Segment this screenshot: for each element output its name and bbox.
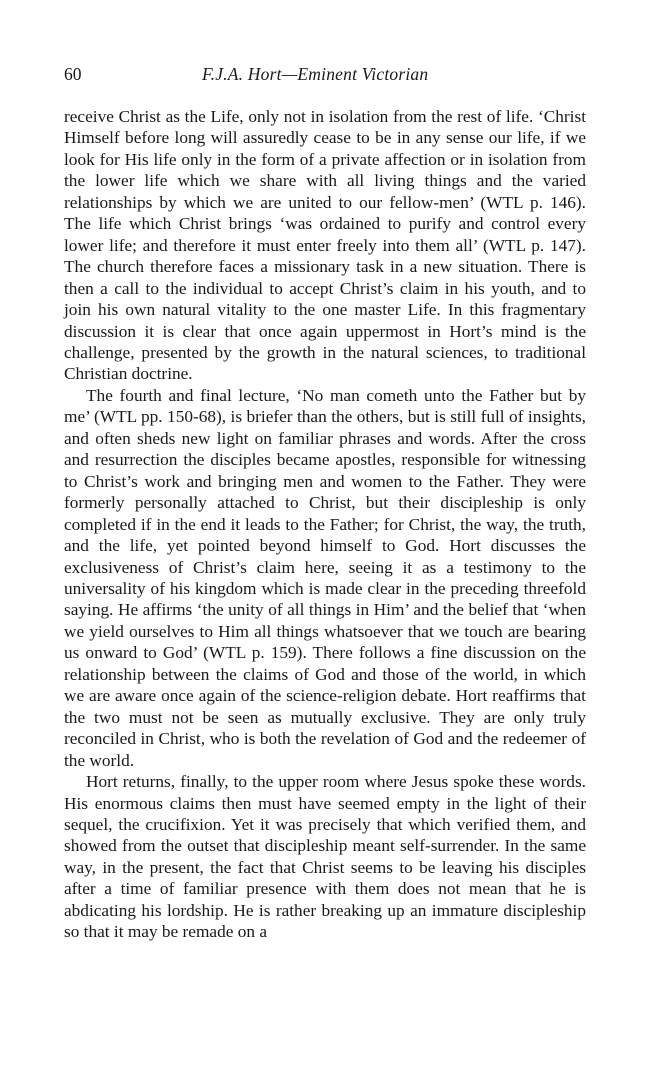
running-title: F.J.A. Hort—Eminent Victorian [202, 64, 429, 84]
paragraph-upper-room: Hort returns, finally, to the upper room where Jesus spoke these words. His enormous claims then must have seemed empty in the light of their sequel, the crucifixion. Yet it was precisely that which verified them, and showed from the outset that discipleship meant self-surrender. In the same way, in the present, the fact that Christ seems to be leaving his disciples after a time of familiar presence with them does not mean that he is abdicating his lordship. He is rather breaking up an immature discipleship so that it may be remade on a [64, 772, 586, 942]
paragraph-fourth-lecture: The fourth and final lecture, ‘No man cometh unto the Father but by me’ (WTL pp. 150-68), is briefer than the others, but is still full of insights, and often sheds new light on familiar phrases and words. After the cross and resurrection the disciples became apostles, responsible for witnessing to Christ’s work and bringing men and women to the Father. They were formerly personally attached to Christ, but their discipleship is only completed if in the end it leads to the Father; for Christ, the way, the truth, and the life, yet pointed beyond himself to God. Hort discusses the exclusiveness of Christ’s claim here, seeing it as a testimony to the universality of his kingdom which is made clear in the preceding threefold saying. He affirms ‘the unity of all things in Him’ and the belief that ‘when we yield ourselves to Him all things whatsoever that we touch are bearing us onward to God’ (WTL p. 159). There follows a fine discussion on the relationship between the claims of God and those of the world, in which we are aware once again of the science-religion debate. Hort reaffirms that the two must not be seen as mutually exclusive. They are only truly reconciled in Christ, who is both the revelation of God and the redeemer of the world. [64, 385, 586, 770]
page-number: 60 [64, 64, 82, 84]
paragraph-continued: receive Christ as the Life, only not in isolation from the rest of life. ‘Christ Himself before long will assuredly cease to be in any sense our life, if we look for His life only in the form of a private affection or in isolation from the lower life which we share with all living things and the varied relationships by which we are united to our fellow-men’ (WTL p. 146). The life which Christ brings ‘was ordained to purify and control every lower life; and therefore it must enter freely into them all’ (WTL p. 147). The church therefore faces a missionary task in a new situation. There is then a call to the individual to accept Christ’s claim in his youth, and to join his own natural vitality to the one master Life. In this fragmentary discussion it is clear that once again uppermost in Hort’s mind is the challenge, presented by the growth in the natural sciences, to traditional Christian doctrine. [64, 107, 586, 384]
body-text [64, 106, 586, 943]
running-head [64, 60, 594, 88]
